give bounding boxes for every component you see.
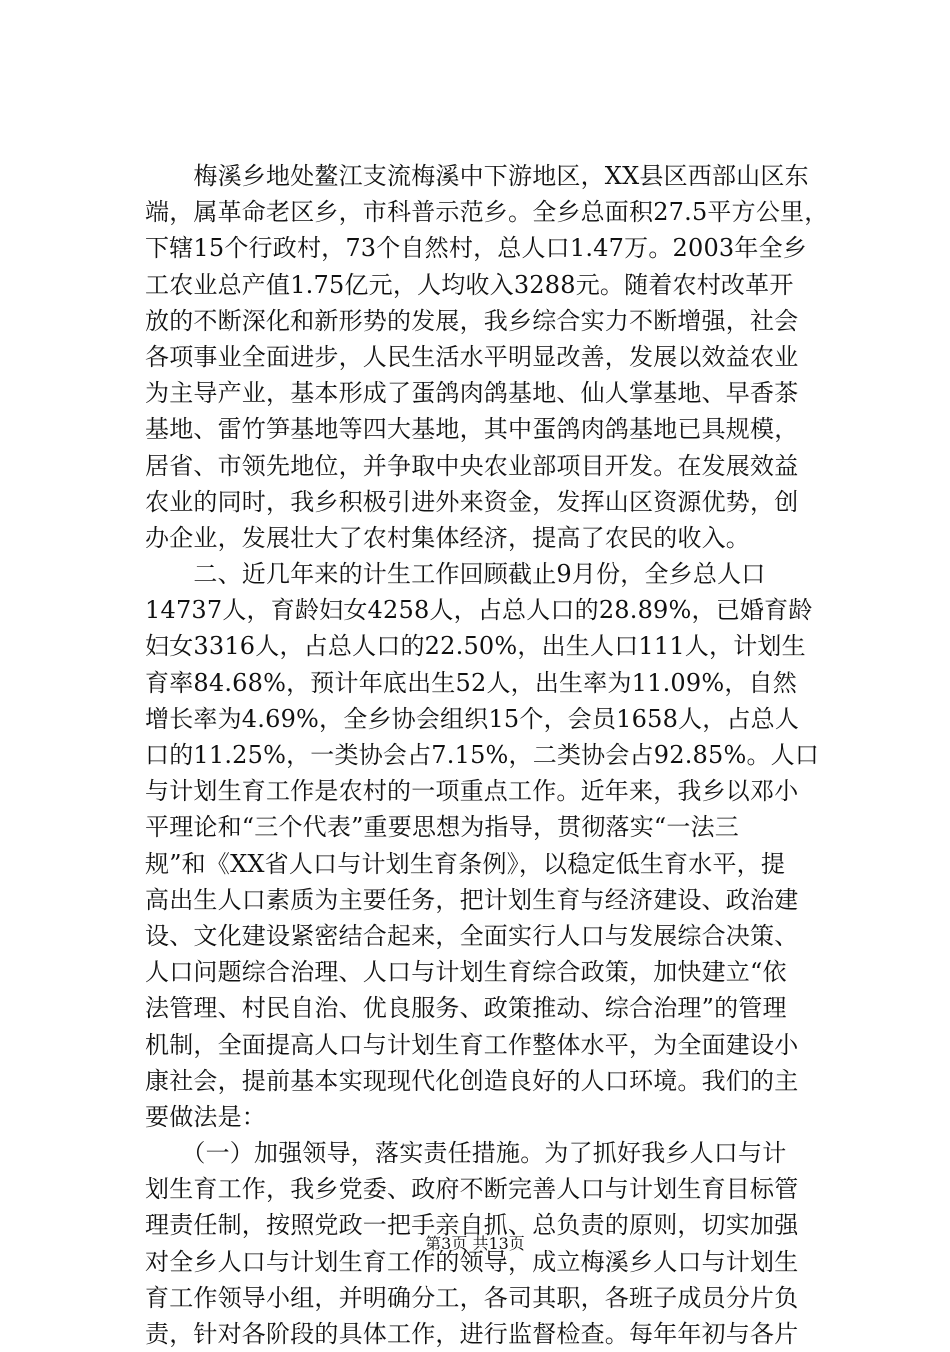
text-line: 高出生人口素质为主要任务，把计划生育与经济建设、政治建 bbox=[145, 885, 799, 914]
text-line: 办企业，发展壮大了农村集体经济，提高了农民的收入。 bbox=[145, 523, 750, 552]
text-line: 14737人，育龄妇女4258人，占总人口的28.89%，已婚育龄 bbox=[145, 596, 813, 625]
text-line: 为主导产业，基本形成了蛋鸽肉鸽基地、仙人掌基地、早香茶 bbox=[145, 379, 799, 408]
text-line: 端，属革命老区乡，市科普示范乡。全乡总面积27.5平方公里， bbox=[145, 198, 829, 227]
text-line: 机制，全面提高人口与计划生育工作整体水平，为全面建设小 bbox=[145, 1030, 799, 1059]
text-line: 责，针对各阶段的具体工作，进行监督检查。每年年初与各片 bbox=[145, 1320, 799, 1348]
text-line: 二、近几年来的计生工作回顾截止9月份，全乡总人口 bbox=[145, 560, 766, 589]
text-line: 农业的同时，我乡积极引进外来资金，发挥山区资源优势，创 bbox=[145, 487, 799, 516]
text-line: 设、文化建设紧密结合起来，全面实行人口与发展综合决策、 bbox=[145, 921, 799, 950]
text-line: 与计划生育工作是农村的一项重点工作。近年来，我乡以邓小 bbox=[145, 777, 799, 806]
text-line: 妇女3316人，占总人口的22.50%，出生人口111人，计划生 bbox=[145, 632, 806, 661]
text-line: 理责任制，按照党政一把手亲自抓、总负责的原则，切实加强 bbox=[145, 1211, 799, 1240]
text-line: 法管理、村民自治、优良服务、政策推动、综合治理”的管理 bbox=[145, 994, 787, 1023]
text-line: 增长率为4.69%，全乡协会组织15个，会员1658人，占总人 bbox=[145, 704, 800, 733]
body-text bbox=[145, 158, 835, 1352]
text-line: 口的11.25%，一类协会占7.15%，二类协会占92.85%。人口 bbox=[145, 741, 820, 769]
page-number-footer: 第3页 共13页 bbox=[425, 1234, 525, 1253]
text-line: 划生育工作，我乡党委、政府不断完善人口与计划生育目标管 bbox=[145, 1175, 799, 1204]
text-line: 放的不断深化和新形势的发展，我乡综合实力不断增强，社会 bbox=[145, 306, 799, 335]
text-line: 各项事业全面进步，人民生活水平明显改善，发展以效益农业 bbox=[145, 342, 799, 371]
text-line: 梅溪乡地处鳌江支流梅溪中下游地区，XX县区西部山区东 bbox=[145, 162, 809, 190]
text-line: 下辖15个行政村，73个自然村，总人口1.47万。2003年全乡 bbox=[145, 234, 807, 263]
text-line: 康社会，提前基本实现现代化创造良好的人口环境。我们的主 bbox=[145, 1066, 799, 1095]
text-line: 育率84.68%，预计年底出生52人，出生率为11.09%，自然 bbox=[145, 668, 797, 697]
text-line: 规”和《XX省人口与计划生育条例》，以稳定低生育水平，提 bbox=[145, 849, 786, 878]
text-line: 平理论和“三个代表”重要思想为指导，贯彻落实“一法三 bbox=[145, 813, 740, 842]
text-line: 居省、市领先地位，并争取中央农业部项目开发。在发展效益 bbox=[145, 451, 799, 480]
text-line: 基地、雷竹笋基地等四大基地，其中蛋鸽肉鸽基地已具规模， bbox=[145, 415, 799, 444]
text-line: 工农业总产值1.75亿元，人均收入3288元。随着农村改革开 bbox=[145, 270, 794, 299]
text-line: 对全乡人口与计划生育工作的领导，成立梅溪乡人口与计划生 bbox=[145, 1247, 799, 1276]
text-line: 要做法是： bbox=[145, 1102, 266, 1131]
text-line: 人口问题综合治理、人口与计划生育综合政策，加快建立“依 bbox=[145, 958, 787, 987]
text-line: （一）加强领导，落实责任措施。为了抓好我乡人口与计 bbox=[145, 1139, 787, 1168]
text-line: 育工作领导小组，并明确分工，各司其职，各班子成员分片负 bbox=[145, 1283, 799, 1312]
